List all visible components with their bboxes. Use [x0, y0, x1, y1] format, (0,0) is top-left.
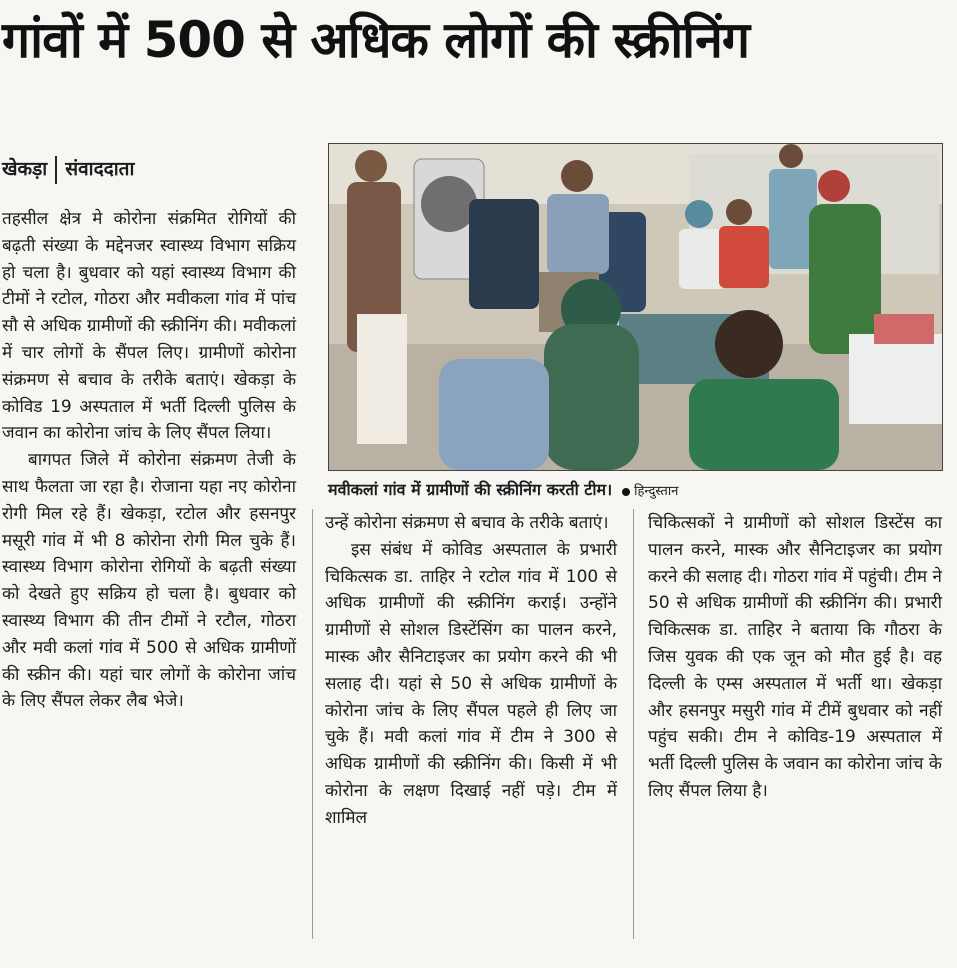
byline-reporter: संवाददाता: [65, 158, 135, 180]
paragraph: तहसील क्षेत्र मे कोरोना संक्रमित रोगियों की बढ़ती संख्या के मद्देनजर स्वास्थ्य विभाग सक्रिय हो चला है। बुधवार को यहां स्वास्थ्य विभाग की टीमों ने रटोल, गोठरा और मवीकला गांव में पांच सौ से अधिक ग्रामीणों की स्क्रीनिंग की। मवीकलां में चार लोगों के सैंपल लिए। ग्रामीणों कोरोना संक्रमण से बचाव के तरीके बताएं। खेकड़ा के कोविड 19 अस्पताल में भर्ती दिल्ली पुलिस के जवान का कोरोना जांच के लिए सैंपल लिया।: [2, 209, 296, 444]
paragraph: चिकित्सकों ने ग्रामीणों को सोशल डिस्टेंस का पालन करने, मास्क और सैनिटाइजर का प्रयोग करने की सलाह दी। गोठरा गांव में पहुंची। टीम ने 50 से अधिक ग्रामीणों की स्क्रीनिंग की। प्रभारी चिकित्सक डा. ताहिर ने बताया कि गौठरा के जिस युवक की एक जून को मौत हुई है। वह दिल्ली के एम्स अस्पताल में भर्ती था। खेकड़ा और हसनपुर मसुरी गांव में टीमें बुधवार को नहीं पहुंच सकी। टीम ने कोविड-19 अस्पताल में भर्ती दिल्ली पुलिस के जवान का कोरोना जांच के लिए सैंपल लिया है।: [648, 513, 942, 801]
news-photo-icon: [329, 144, 942, 470]
column-divider: [633, 509, 634, 939]
byline: [2, 152, 134, 186]
bullet-icon: [622, 488, 630, 496]
paragraph: बागपत जिले में कोरोना संक्रमण तेजी के साथ फैलता जा रहा है। रोजाना यहा नए कोरोना रोगी मिल रहे हैं। खेकड़ा, रटोल और हसनपुर मसूरी गांव में भी 8 कोरोना रोगी मिल चुके हैं। स्वास्थ्य विभाग कोरोना रोगियों के बढ़ती संख्या को देखते हुए सक्रिय हो चला है। बुधवार को स्वास्थ्य विभाग की तीन टीमों ने रटौल, गोठरा और मवी कलां गांव में 500 से अधिक ग्रामीणों की स्क्रीन की। यहां चार लोगों के कोरोना जांच के लिए सैंपल लेकर लैब भेजे।: [2, 450, 296, 712]
headline: गांवों में 500 से अधिक लोगों की स्क्रीनिंग: [2, 11, 750, 69]
byline-divider: [55, 156, 57, 184]
article-column-3: [648, 510, 942, 940]
paragraph: इस संबंध में कोविड अस्पताल के प्रभारी चिकित्सक डा. ताहिर ने रटोल गांव में 100 से अधिक ग्रामीणों की स्क्रीनिंग कराई। उन्होंने ग्रामीणों से सोशल डिस्टेंसिंग का पालन करने, मास्क और सैनिटाइजर का प्रयोग करने की भी सलाह दी। यहां से 50 से अधिक ग्रामीणों के कोरोना जांच के लिए सैंपल पहले ही लिए जा चुके हैं। मवी कलां गांव में टीम ने 300 से अधिक ग्रामीणों की स्क्रीनिंग की। किसी में भी कोरोना के लक्षण दिखाई नहीं पड़े। टीम में शामिल: [325, 539, 617, 828]
caption-text: मवीकलां गांव में ग्रामीणों की स्क्रीनिंग करती टीम।: [328, 480, 613, 499]
photo-caption: [328, 477, 941, 503]
article-column-1: [2, 206, 296, 946]
credit-text: हिन्दुस्तान: [634, 484, 679, 499]
caption-credit: [622, 484, 678, 499]
news-photo: [328, 143, 943, 471]
byline-place: खेकड़ा: [2, 158, 48, 180]
article-column-2: [325, 510, 617, 940]
column-divider: [312, 509, 313, 939]
paragraph: उन्हें कोरोना संक्रमण से बचाव के तरीके बताएं।: [325, 513, 609, 533]
